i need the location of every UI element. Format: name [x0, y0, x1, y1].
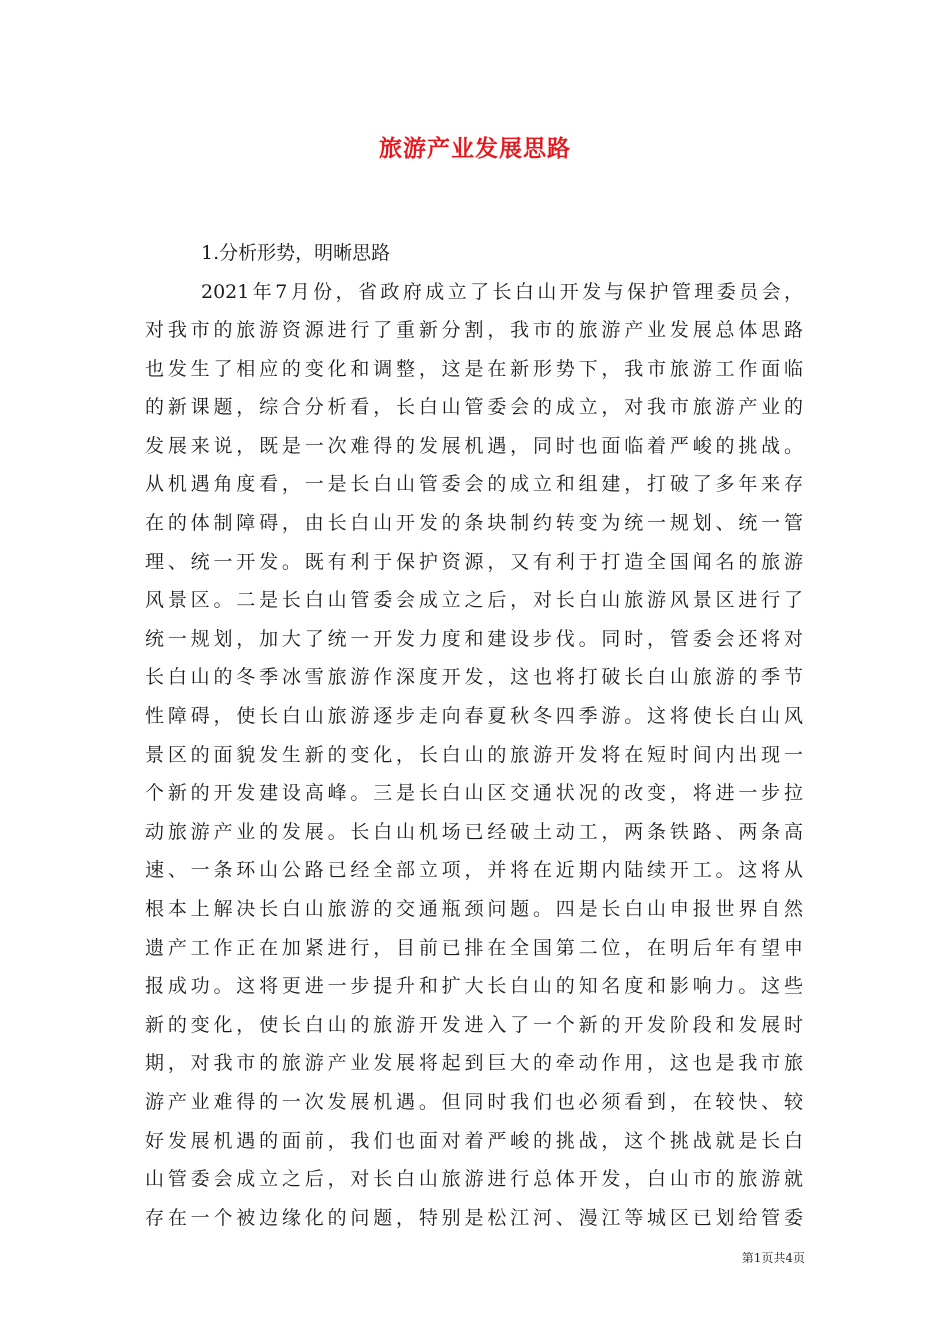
paragraph-line: 游产业难得的一次发展机遇。但同时我们也必须看到，在较快、较 [145, 1090, 803, 1113]
paragraph-line: 的新课题，综合分析看，长白山管委会的成立，对我市旅游产业的 [145, 396, 803, 419]
paragraph-line: 山管委会成立之后，对长白山旅游进行总体开发，白山市的旅游就 [145, 1168, 803, 1191]
paragraph-line: 理、统一开发。既有利于保护资源，又有利于打造全国闻名的旅游 [145, 550, 803, 573]
paragraph-line: 对我市的旅游资源进行了重新分割，我市的旅游产业发展总体思路 [145, 319, 803, 342]
paragraph-line: 遗产工作正在加紧进行，目前已排在全国第二位，在明后年有望申 [145, 936, 803, 959]
paragraph-line: 存在一个被边缘化的问题，特别是松江河、漫江等城区已划给管委 [145, 1206, 803, 1229]
paragraph-line: 新的变化，使长白山的旅游开发进入了一个新的开发阶段和发展时 [145, 1013, 803, 1036]
document-body [145, 234, 803, 1237]
paragraph-line: 在的体制障碍，由长白山开发的条块制约转变为统一规划、统一管 [145, 512, 803, 535]
paragraph-line: 报成功。这将更进一步提升和扩大长白山的知名度和影响力。这些 [145, 975, 803, 998]
paragraph-line: 也发生了相应的变化和调整，这是在新形势下，我市旅游工作面临 [145, 357, 803, 380]
body-paragraph [145, 273, 803, 1238]
page-number-footer: 第1页共4页 [741, 1251, 805, 1265]
paragraph-line: 从机遇角度看，一是长白山管委会的成立和组建，打破了多年来存 [145, 473, 803, 496]
paragraph-line: 好发展机遇的面前，我们也面对着严峻的挑战，这个挑战就是长白 [145, 1129, 803, 1152]
paragraph-line: 期，对我市的旅游产业发展将起到巨大的牵动作用，这也是我市旅 [145, 1052, 803, 1075]
paragraph-line: 长白山的冬季冰雪旅游作深度开发，这也将打破长白山旅游的季节 [145, 666, 803, 689]
paragraph-line: 景区的面貌发生新的变化，长白山的旅游开发将在短时间内出现一 [145, 743, 803, 766]
paragraph-line: 根本上解决长白山旅游的交通瓶颈问题。四是长白山申报世界自然 [145, 898, 803, 920]
paragraph-line: 速、一条环山公路已经全部立项，并将在近期内陆续开工。这将从 [145, 859, 803, 882]
paragraph-line: 动旅游产业的发展。长白山机场已经破土动工，两条铁路、两条高 [145, 820, 803, 843]
paragraph-line: 风景区。二是长白山管委会成立之后，对长白山旅游风景区进行了 [145, 589, 803, 612]
paragraph-line: 2021年7月份，省政府成立了长白山开发与保护管理委员会， [201, 280, 803, 303]
paragraph-line: 统一规划，加大了统一开发力度和建设步伐。同时，管委会还将对 [145, 627, 803, 650]
section-heading: 1.分析形势，明晰思路 [201, 242, 391, 264]
paragraph-line: 性障碍，使长白山旅游逐步走向春夏秋冬四季游。这将使长白山风 [145, 705, 803, 728]
paragraph-line: 个新的开发建设高峰。三是长白山区交通状况的改变，将进一步拉 [145, 782, 803, 805]
document-title: 旅游产业发展思路 [379, 135, 571, 162]
paragraph-line: 发展来说，既是一次难得的发展机遇，同时也面临着严峻的挑战。 [145, 434, 803, 457]
